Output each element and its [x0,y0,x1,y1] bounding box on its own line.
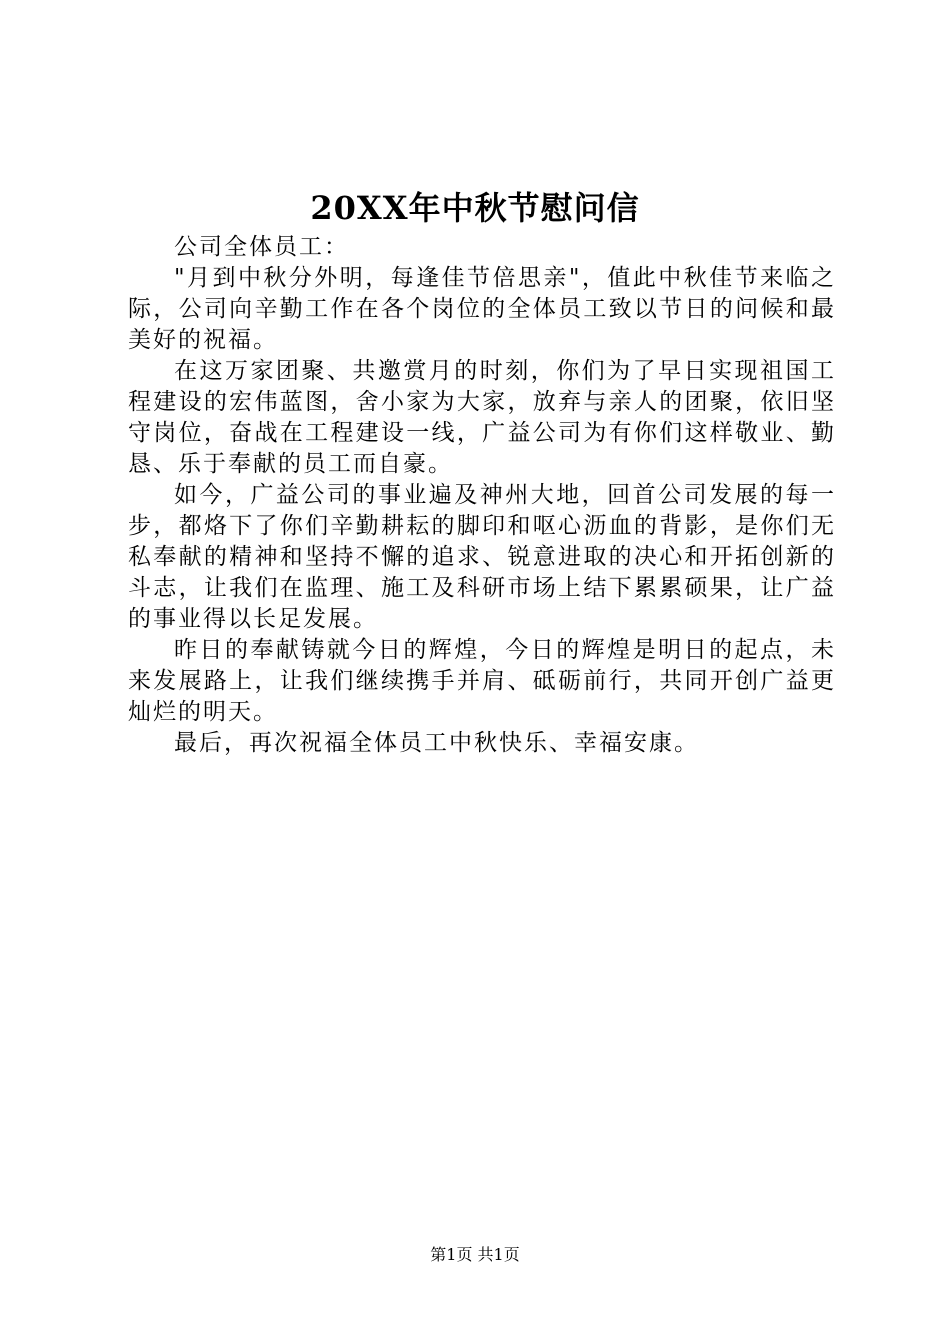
paragraph: 最后，再次祝福全体员工中秋快乐、幸福安康。 [174,730,699,756]
document-title: 20XX年中秋节慰问信 [310,189,640,227]
document-body [128,232,836,759]
paragraph: "月到中秋分外明，每逢佳节倍思亲"，值此中秋佳节来临之际，公司向辛勤工作在各个岗位的全体员工致以节日的问候和最美好的祝福。 [128,265,836,353]
paragraph: 在这万家团聚、共邀赏月的时刻，你们为了早日实现祖国工程建设的宏伟蓝图，舍小家为大家，放弃与亲人的团聚，依旧坚守岗位，奋战在工程建设一线，广益公司为有你们这样敬业、勤恳、乐于奉献的员工而自豪。 [128,358,836,477]
paragraph: 如今，广益公司的事业遍及神州大地，回首公司发展的每一步，都烙下了你们辛勤耕耘的脚印和呕心沥血的背影，是你们无私奉献的精神和坚持不懈的追求、锐意进取的决心和开拓创新的斗志，让我们在监理、施工及科研市场上结下累累硕果，让广益的事业得以长足发展。 [128,482,836,632]
page-footer: 第1页 共1页 [430,1245,520,1264]
paragraph: 昨日的奉献铸就今日的辉煌，今日的辉煌是明日的起点，未来发展路上，让我们继续携手并肩、砥砺前行，共同开创广益更灿烂的明天。 [128,637,836,725]
salutation: 公司全体员工： [174,234,349,260]
